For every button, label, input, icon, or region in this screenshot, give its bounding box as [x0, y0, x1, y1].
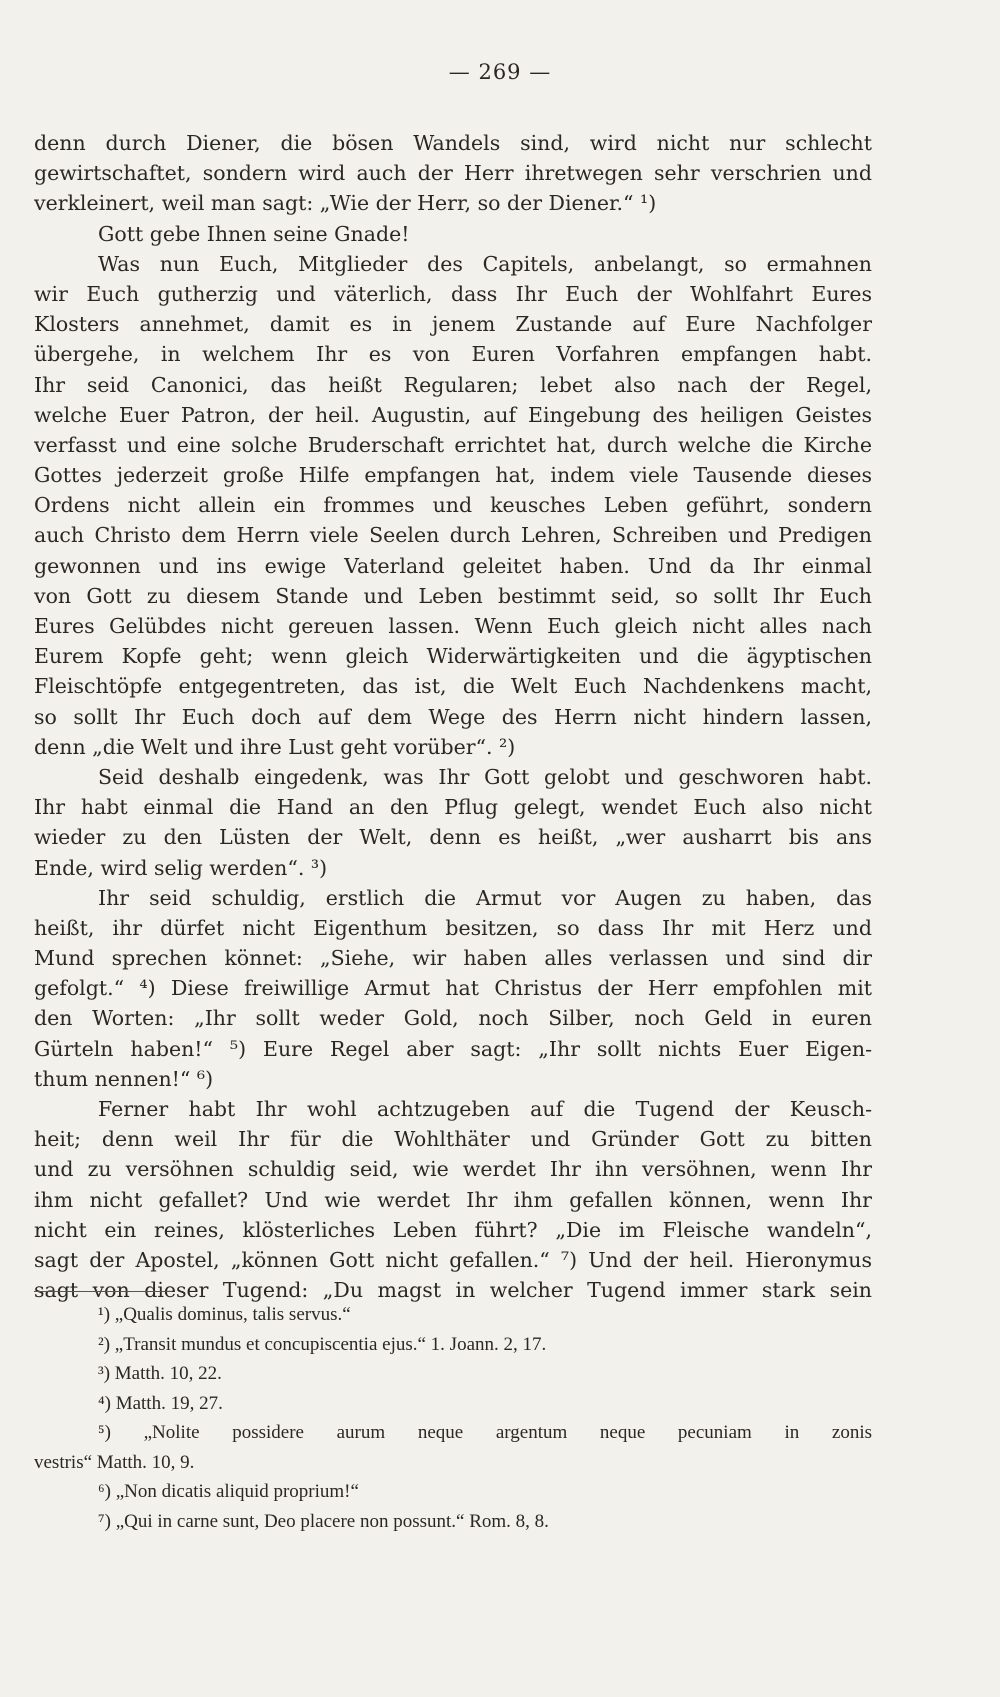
footnote-line: ⁷) „Qui in carne sunt, Deo placere non possunt.“ Rom. 8, 8. [98, 1510, 549, 1532]
text-line: gefolgt.“ ⁴) Diese freiwillige Armut hat Christus der Herr empfohlen mit [34, 976, 872, 1001]
text-line: wir Euch gutherzig und väterlich, dass Ihr Euch der Wohlfahrt Eures [34, 281, 872, 306]
main-text [34, 128, 872, 1305]
page-number: — 269 — [448, 60, 552, 84]
text-line: nicht ein reines, klösterliches Leben führt? „Die im Fleische wandeln“, [34, 1217, 872, 1242]
footnote-line: ⁶) „Non dicatis aliquid proprium!“ [98, 1481, 359, 1502]
text-line: den Worten: „Ihr sollt weder Gold, noch Silber, noch Geld in euren [34, 1006, 872, 1031]
text-line: ihm nicht gefallet? Und wie werdet Ihr ihm gefallen können, wenn Ihr [34, 1187, 872, 1212]
text-line: verkleinert, weil man sagt: „Wie der Herr, so der Diener.“ ¹) [34, 191, 657, 216]
text-line: Klosters annehmet, damit es in jenem Zustande auf Eure Nachfolger [34, 312, 872, 337]
text-line: Eurem Kopfe geht; wenn gleich Widerwärtigkeiten und die ägyptischen [34, 644, 872, 669]
text-line: auch Christo dem Herrn viele Seelen durch Lehren, Schreiben und Predigen [34, 523, 872, 548]
text-line: Eures Gelübdes nicht gereuen lassen. Wenn Euch gleich nicht alles nach [34, 614, 872, 638]
text-line: verfasst und eine solche Bruderschaft errichtet hat, durch welche die Kirche [34, 432, 872, 457]
text-line: und zu versöhnen schuldig seid, wie werdet Ihr ihn versöhnen, wenn Ihr [34, 1157, 872, 1182]
text-line: so sollt Ihr Euch doch auf dem Wege des Herrn nicht hindern lassen, [34, 704, 872, 729]
text-line: Ordens nicht allein ein frommes und keusches Leben geführt, sondern [34, 493, 872, 518]
text-line: gewonnen und ins ewige Vaterland geleitet haben. Und da Ihr einmal [34, 553, 872, 578]
text-line: Ferner habt Ihr wohl achtzugeben auf die Tugend der Keusch- [98, 1097, 872, 1121]
footnote-line: ³) Matth. 10, 22. [98, 1363, 222, 1384]
footnote-line: ⁴) Matth. 19, 27. [98, 1392, 223, 1414]
text-line: thum nennen!“ ⁶) [34, 1066, 214, 1091]
footnote-line: ⁵) „Nolite possidere aurum neque argentum neque pecuniam in zonis [98, 1422, 872, 1443]
text-line: Mund sprechen könnet: „Siehe, wir haben alles verlassen und sind dir [34, 946, 872, 971]
text-line: Fleischtöpfe entgegentreten, das ist, die Welt Euch Nachdenkens macht, [34, 674, 872, 699]
text-line: sagt von dieser Tugend: „Du magst in welcher Tugend immer stark sein [34, 1278, 872, 1303]
text-line: Gürteln haben!“ ⁵) Eure Regel aber sagt: „Ihr sollt nichts Euer Eigen- [34, 1036, 872, 1061]
text-line: wieder zu den Lüsten der Welt, denn es heißt, „wer ausharrt bis ans [34, 825, 872, 850]
text-line: sagt der Apostel, „können Gott nicht gefallen.“ ⁷) Und der heil. Hieronymus [34, 1247, 872, 1272]
text-line: von Gott zu diesem Stande und Leben bestimmt seid, so sollt Ihr Euch [34, 583, 872, 608]
text-line: welche Euer Patron, der heil. Augustin, auf Eingebung des heiligen Geistes [34, 402, 872, 427]
text-line: Seid deshalb eingedenk, was Ihr Gott gelobt und geschworen habt. [98, 764, 872, 789]
text-line: denn durch Diener, die bösen Wandels sind, wird nicht nur schlecht [34, 131, 872, 155]
footnote-separator [34, 1291, 172, 1292]
text-line: Ihr seid schuldig, erstlich die Armut vor Augen zu haben, das [98, 885, 872, 910]
footnotes [34, 1300, 872, 1536]
text-line: Ihr habt einmal die Hand an den Pflug gelegt, wendet Euch also nicht [34, 795, 872, 820]
text-line: heißt, ihr dürfet nicht Eigenthum besitzen, so dass Ihr mit Herz und [34, 915, 872, 940]
text-line: Gottes jederzeit große Hilfe empfangen hat, indem viele Tausende dieses [34, 463, 872, 488]
text-line: übergehe, in welchem Ihr es von Euren Vorfahren empfangen habt. [34, 342, 872, 367]
text-line: denn „die Welt und ihre Lust geht vorüber“. ²) [34, 734, 516, 759]
footnote-line: vestris“ Matth. 10, 9. [34, 1451, 195, 1473]
text-line: Ende, wird selig werden“. ³) [34, 855, 328, 880]
text-line: Was nun Euch, Mitglieder des Capitels, anbelangt, so ermahnen [98, 251, 872, 276]
footnote-line: ¹) „Qualis dominus, talis servus.“ [98, 1304, 351, 1325]
text-line: Ihr seid Canonici, das heißt Regularen; lebet also nach der Regel, [34, 372, 872, 397]
text-line: heit; denn weil Ihr für die Wohlthäter und Gründer Gott zu bitten [34, 1127, 872, 1152]
text-line: gewirtschaftet, sondern wird auch der Herr ihretwegen sehr verschrien und [34, 161, 872, 186]
text-line: Gott gebe Ihnen seine Gnade! [98, 221, 410, 246]
footnote-line: ²) „Transit mundus et concupiscentia ejus.“ 1. Joann. 2, 17. [98, 1333, 547, 1355]
